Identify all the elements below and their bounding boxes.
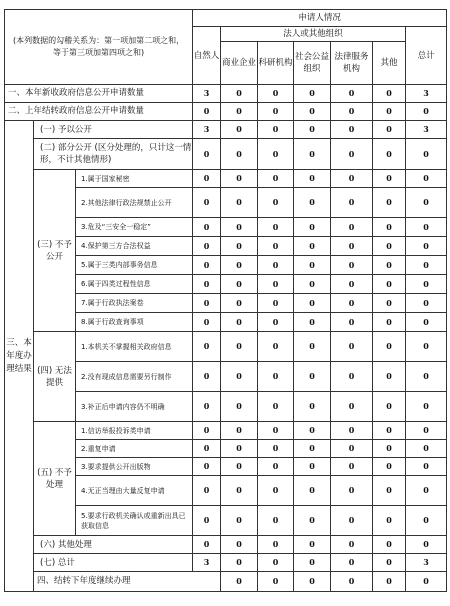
cell: 0 [221,458,258,476]
cell: 0 [221,170,258,188]
cell: 0 [258,188,294,218]
cell: 0 [221,332,258,362]
cell: 0 [221,237,258,256]
cell: 0 [331,188,373,218]
sub-item-label: 3.危及“三安全一稳定” [76,218,193,237]
cell: 0 [294,256,331,275]
cell: 0 [373,275,406,294]
cell: 0 [294,85,331,103]
table-row [5,554,447,572]
cell: 0 [331,392,373,422]
sub-item-label: 5.要求行政机关确认或重新出具已获取信息 [76,506,193,536]
cell: 0 [294,476,331,506]
cell: 0 [406,362,447,392]
cell: 0 [193,237,221,256]
table-row [5,332,447,362]
cell: 0 [221,188,258,218]
cell: 0 [406,572,447,592]
sub-item-label: 1.属于国家秘密 [76,170,193,188]
cell: 0 [258,313,294,332]
row-label: 二、上年结转政府信息公开申请数量 [5,103,193,121]
cell: 3 [406,554,447,572]
cell: 0 [373,188,406,218]
cell: 0 [331,139,373,170]
cell: 0 [373,362,406,392]
cell: 0 [406,170,447,188]
cell: 3 [193,121,221,139]
cell: 0 [221,313,258,332]
sub-item-label: 4.保护第三方合法权益 [76,237,193,256]
cell: 0 [294,275,331,294]
cell: 0 [406,218,447,237]
cell: 0 [373,536,406,554]
cell: 0 [294,332,331,362]
cell: 0 [406,139,447,170]
cell: 0 [331,103,373,121]
cell: 0 [294,313,331,332]
cell: 0 [331,237,373,256]
cell: 0 [193,476,221,506]
cell: 0 [373,218,406,237]
row-label: 四、结转下年度继续办理 [34,572,221,592]
statistics-table [4,9,447,592]
cell: 0 [331,313,373,332]
cell: 0 [221,554,258,572]
cell: 0 [294,362,331,392]
cell: 0 [406,332,447,362]
cell: 3 [193,554,221,572]
cell: 0 [373,139,406,170]
cell: 0 [373,313,406,332]
cell: 0 [331,121,373,139]
cell: 0 [221,362,258,392]
cell: 0 [406,506,447,536]
cell: 0 [193,440,221,458]
cell: 0 [406,313,447,332]
cell: 0 [221,294,258,313]
cell: 0 [221,422,258,440]
cell: 0 [331,332,373,362]
cell: 0 [373,506,406,536]
cell: 0 [373,572,406,592]
cell: 0 [193,506,221,536]
cell: 0 [406,294,447,313]
sub-item-label: 5.属于三类内部事务信息 [76,256,193,275]
cell: 0 [193,332,221,362]
cell: 0 [294,392,331,422]
cell: 0 [406,422,447,440]
cell: 0 [221,572,258,592]
table-row [5,170,447,188]
group-5-label: (五) 不予处理 [34,422,76,536]
table-row [5,139,447,170]
cell: 0 [193,170,221,188]
cell: 0 [331,458,373,476]
cell: 0 [193,313,221,332]
cell: 0 [258,85,294,103]
cell: 0 [193,362,221,392]
cell: 0 [221,218,258,237]
group-3-label: (三) 不予公开 [34,170,76,332]
cell: 0 [258,476,294,506]
cell: 0 [193,275,221,294]
cell: 0 [331,554,373,572]
cell: 0 [373,121,406,139]
cell: 0 [258,139,294,170]
sub-item-label: 3.要求提供公开出版物 [76,458,193,476]
cell: 0 [373,476,406,506]
cell: 0 [221,476,258,506]
cell: 0 [373,332,406,362]
cell: 0 [294,188,331,218]
cell: 0 [258,121,294,139]
cell: 0 [331,170,373,188]
cell: 0 [294,170,331,188]
cell: 0 [406,188,447,218]
cell: 0 [221,275,258,294]
table-row [5,121,447,139]
cell: 0 [193,139,221,170]
cell: 0 [331,536,373,554]
cell: 0 [258,422,294,440]
cell: 0 [258,554,294,572]
cell: 0 [331,218,373,237]
col-legal-service: 法律服务机构 [331,42,373,85]
group-4-label: (四) 无法提供 [34,332,76,422]
sub-item-label: 6.属于四类过程性信息 [76,275,193,294]
sub-item-label: 2.其他法律行政法规禁止公开 [76,188,193,218]
cell: 0 [331,275,373,294]
cell: 0 [331,506,373,536]
cell: 0 [373,392,406,422]
cell: 0 [406,476,447,506]
cell: 0 [258,237,294,256]
row-label: (七) 总计 [34,554,193,572]
table-row [5,572,447,592]
applicant-status-header: 申请人情况 [193,10,447,27]
cell: 0 [221,392,258,422]
cell: 0 [193,103,221,121]
cell: 0 [373,85,406,103]
sub-item-label: 1.本机关不掌握相关政府信息 [76,332,193,362]
cell: 0 [331,440,373,458]
cell: 0 [258,536,294,554]
cell: 0 [193,392,221,422]
cell: 0 [406,103,447,121]
cell: 3 [193,85,221,103]
cell: 0 [331,362,373,392]
table-row [5,536,447,554]
cell: 0 [193,256,221,275]
cell: 0 [221,506,258,536]
cell: 0 [331,256,373,275]
sub-item-label: 8.属于行政查询事项 [76,313,193,332]
row-label: (一) 予以公开 [34,121,193,139]
cell: 0 [373,294,406,313]
sub-item-label: 3.补正后申请内容仍不明确 [76,392,193,422]
cell: 0 [331,422,373,440]
section-3-label: 三、本年度办理结果 [5,121,34,592]
cell: 0 [221,256,258,275]
cell: 0 [258,392,294,422]
cell: 0 [294,440,331,458]
cell: 0 [258,294,294,313]
cell: 0 [406,392,447,422]
sub-item-label: 4.无正当理由大量反复申请 [76,476,193,506]
cell: 0 [294,572,331,592]
cell: 0 [406,536,447,554]
cell: 0 [193,188,221,218]
cell: 0 [373,103,406,121]
cell: 0 [221,440,258,458]
cell: 0 [193,294,221,313]
cell: 0 [294,506,331,536]
sub-item-label: 1.信访举报投诉类申请 [76,422,193,440]
cell: 0 [258,103,294,121]
cell: 0 [406,237,447,256]
cell: 0 [221,139,258,170]
col-business: 商业企业 [221,42,258,85]
cell: 0 [373,256,406,275]
cell: 0 [406,275,447,294]
cell: 3 [406,121,447,139]
cell: 0 [373,440,406,458]
cell: 0 [373,422,406,440]
table-row [5,103,447,121]
cell: 0 [294,218,331,237]
cell: 0 [294,103,331,121]
cell: 0 [258,256,294,275]
cell: 0 [373,237,406,256]
cell: 0 [331,294,373,313]
cell: 0 [373,554,406,572]
cell: 0 [406,440,447,458]
cell: 0 [221,103,258,121]
cell: 0 [193,422,221,440]
cell: 0 [294,294,331,313]
cell: 0 [258,332,294,362]
col-total: 总计 [406,27,447,85]
sub-item-label: 2.重复申请 [76,440,193,458]
table-row [5,422,447,440]
cell: 0 [258,218,294,237]
cell: 0 [221,536,258,554]
col-other: 其他 [373,42,406,85]
cell: 0 [258,440,294,458]
row-label: (六) 其他处理 [34,536,193,554]
cell: 0 [406,256,447,275]
row-label: 一、本年新收政府信息公开申请数量 [5,85,193,103]
cell: 0 [258,572,294,592]
cell: 0 [294,121,331,139]
col-social: 社会公益组织 [294,42,331,85]
sub-item-label: 7.属于行政执法案卷 [76,294,193,313]
cell: 0 [193,536,221,554]
cell: 3 [406,85,447,103]
cell: 0 [193,458,221,476]
cell: 0 [258,458,294,476]
cell: 0 [294,458,331,476]
sub-item-label: 2.没有现成信息需要另行制作 [76,362,193,392]
legal-persons-header: 法人或其他组织 [221,27,406,42]
cell: 0 [258,362,294,392]
cell: 0 [221,121,258,139]
cell: 0 [294,536,331,554]
cell: 0 [294,554,331,572]
cell: 0 [193,218,221,237]
row-label: (二) 部分公开 (区分处理的，只计这一情形，不计其他情形) [34,139,193,170]
cell: 0 [406,458,447,476]
cell: 0 [294,139,331,170]
cell: 0 [373,458,406,476]
cell: 0 [331,476,373,506]
col-natural-person: 自然人 [193,27,221,85]
cell: 0 [258,506,294,536]
cell: 0 [258,275,294,294]
cell: 0 [331,572,373,592]
cell: 0 [373,170,406,188]
cell: 0 [294,237,331,256]
cell: 0 [331,85,373,103]
cell: 0 [221,85,258,103]
cell: 0 [294,422,331,440]
header-note: (本列数据的勾稽关系为：第一项加第二项之和，等于第三项加第四项之和) [5,10,193,85]
cell: 0 [258,170,294,188]
table-row [5,85,447,103]
col-research: 科研机构 [258,42,294,85]
